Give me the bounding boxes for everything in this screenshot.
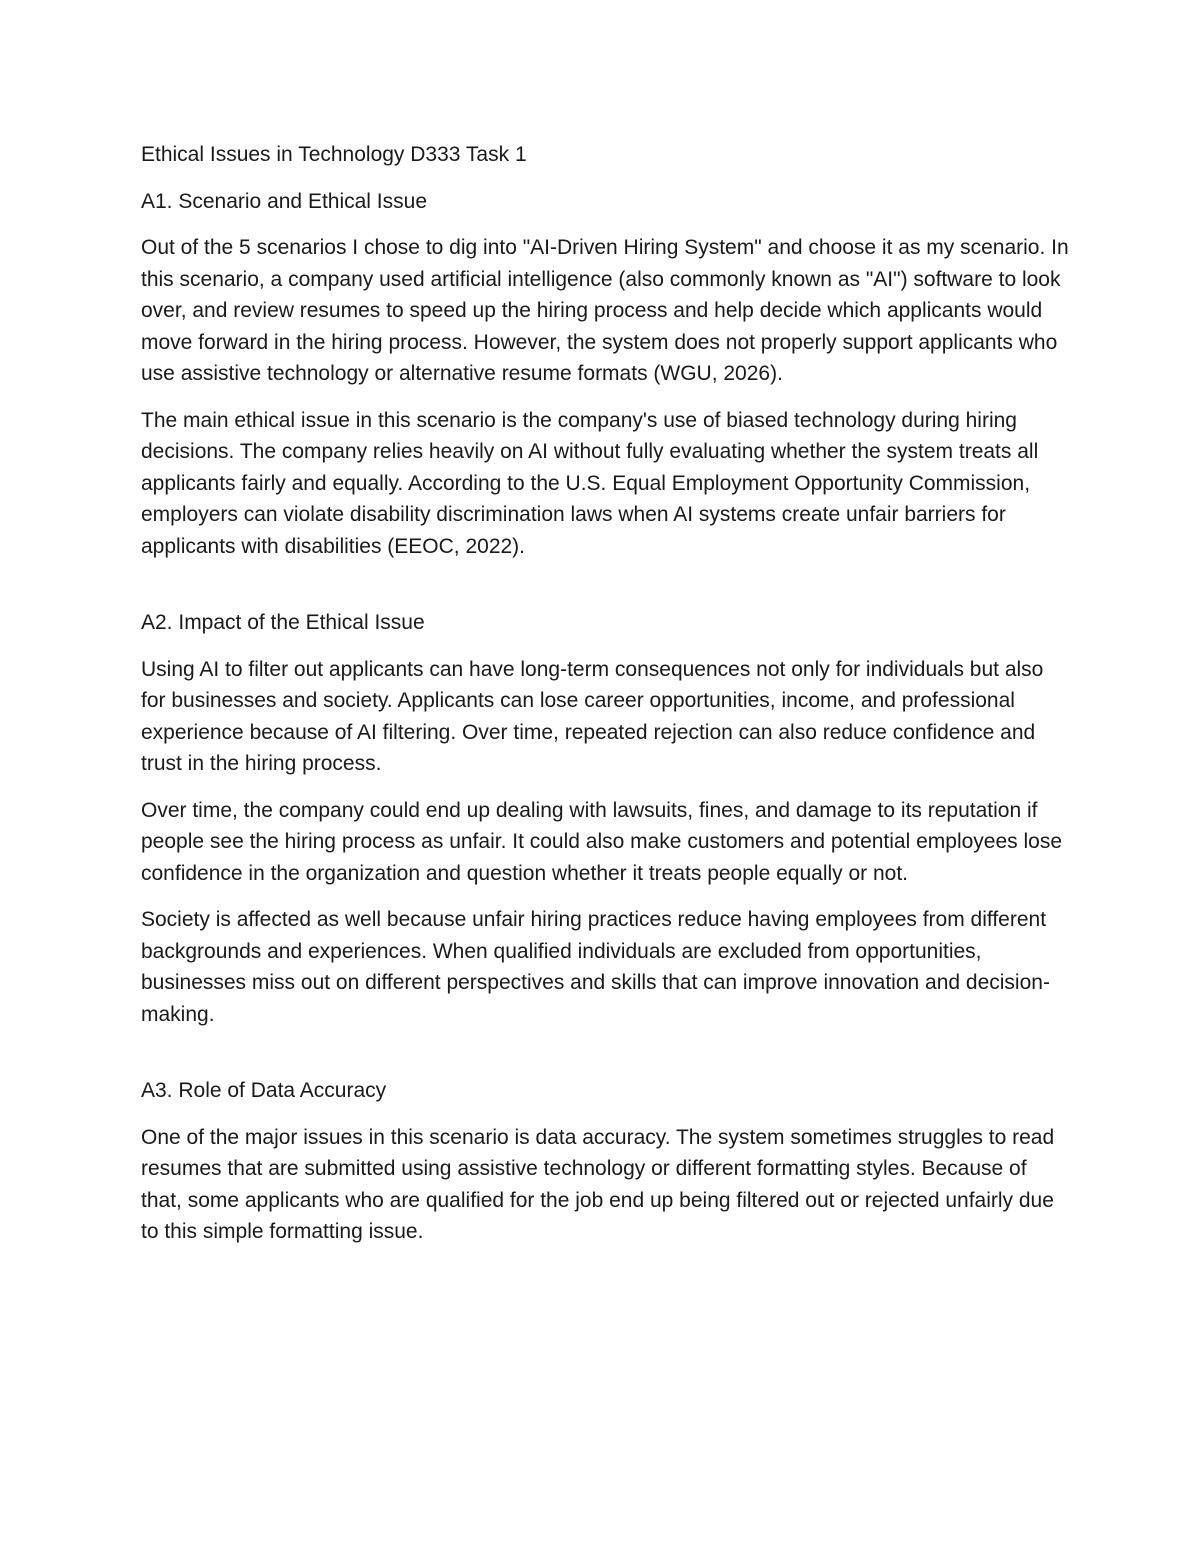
paragraph: Society is affected as well because unfair hiring practices reduce having employees from different backgrounds and experiences. When qualified individuals are excluded from opportunities, businesses miss out on different perspectives and skills that can improve innovation and decision-making. <box>141 908 1050 1026</box>
paragraph: One of the major issues in this scenario is data accuracy. The system sometimes struggles to read resumes that are submitted using assistive technology or different formatting styles. Because of that, some applicants who are qualified for the job end up being filtered out or rejected unfairly due to this simple formatting issue. <box>141 1125 1055 1243</box>
section-spacer <box>141 1045 1071 1075</box>
paragraph: Over time, the company could end up dealing with lawsuits, fines, and damage to its reputation if people see the hiring process as unfair. It could also make customers and potential employees lose confidence in the organization and question whether it treats people equally or not. <box>141 798 1063 885</box>
paragraph: Out of the 5 scenarios I chose to dig into "AI-Driven Hiring System" and choose it as my scenario. In this scenario, a company used artificial intelligence (also commonly known as "AI") software to look over, and review resumes to speed up the hiring process and help decide which applicants would move forward in the hiring process. However, the system does not properly support applicants who use assistive technology or alternative resume formats (WGU, 2026). <box>141 236 1069 385</box>
section-heading-a2: A2. Impact of the Ethical Issue <box>141 611 425 634</box>
document-title: Ethical Issues in Technology D333 Task 1 <box>141 143 527 166</box>
section-spacer <box>141 577 1071 607</box>
document-body <box>141 139 1071 1263</box>
paragraph: The main ethical issue in this scenario is the company's use of biased technology during hiring decisions. The company relies heavily on AI without fully evaluating whether the system treats all applicants fairly and equally. According to the U.S. Equal Employment Opportunity Commission, employers can violate disability discrimination laws when AI systems create unfair barriers for applicants with disabilities (EEOC, 2022). <box>141 408 1039 558</box>
paragraph: Using AI to filter out applicants can have long-term consequences not only for individuals but also for businesses and society. Applicants can lose career opportunities, income, and professional experience because of AI filtering. Over time, repeated rejection can also reduce confidence and trust in the hiring process. <box>141 657 1044 775</box>
section-heading-a3: A3. Role of Data Accuracy <box>141 1079 387 1102</box>
section-heading-a1: A1. Scenario and Ethical Issue <box>141 189 428 213</box>
